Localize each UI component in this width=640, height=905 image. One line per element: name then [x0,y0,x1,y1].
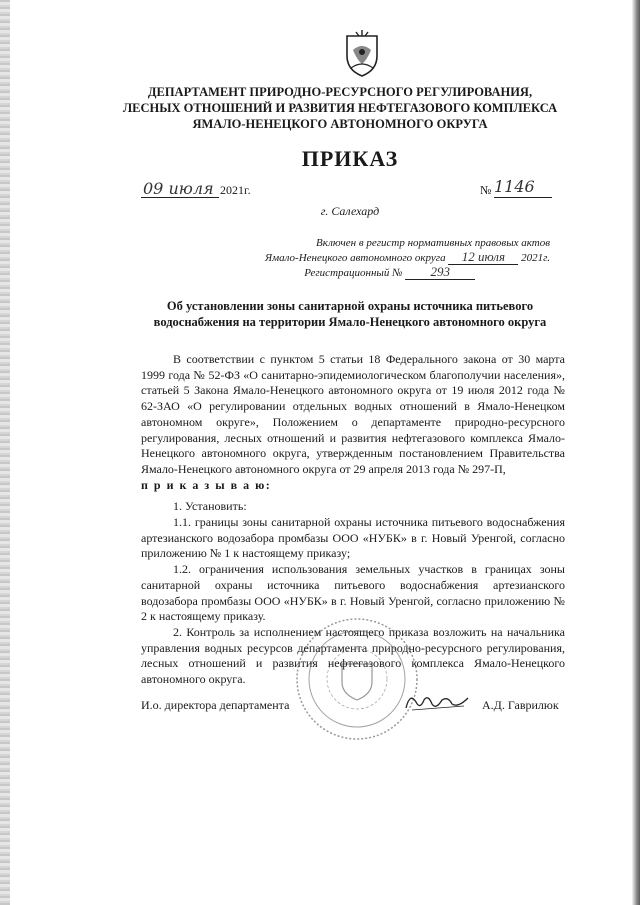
item-2: 2. Контроль за исполнением настоящего приказа возложить на начальника управления водных ресурсов департамента природно-ресурсного регулирования, лесных отношений и развития нефтегазового комплекса Ямало-Ненецкого автономного округа. [141,624,565,687]
subject-line-1: Об установлении зоны санитарной охраны источника питьевого [166,299,534,313]
registration-year: 2021г. [521,252,550,264]
item-1-1: 1.1. границы зоны санитарной охраны источника питьевого водоснабжения артезианского водозабора промбазы ООО «НУБК» в г. Новый Уренгой, согласно приложению № 1 к настоящему приказу; [141,515,565,561]
order-date-handwritten: 09 июля [143,179,214,198]
header-line-1: ДЕПАРТАМЕНТ ПРИРОДНО-РЕСУРСНОГО РЕГУЛИРОВАНИЯ, [147,85,533,99]
registration-line-3 [200,265,550,280]
order-number-label: № [480,183,492,197]
registration-region: Ямало-Ненецкого автономного округа [264,252,446,264]
registration-line-1: Включен в регистр нормативных правовых актов [316,237,550,249]
registration-number-handwritten: 293 [405,265,475,280]
scan-edge-right [632,0,640,905]
number-underline [494,197,552,198]
registration-number-label: Регистрационный № [304,267,403,279]
signatory-position: И.о. директора департамента [141,698,290,712]
registration-block [200,236,550,280]
subject-line-2: водоснабжения на территории Ямало-Ненецкого автономного округа [153,315,547,329]
coat-of-arms-icon [343,30,381,78]
document-title: ПРИКАЗ [301,146,399,171]
official-seal-icon [292,614,422,744]
handwritten-signature-icon [402,688,472,718]
scan-edge-left [0,0,10,905]
item-1: 1. Установить: [173,499,247,514]
signatory-name: А.Д. Гаврилюк [482,698,559,712]
header-line-2: ЛЕСНЫХ ОТНОШЕНИЙ И РАЗВИТИЯ НЕФТЕГАЗОВОГО КОМПЛЕКСА [122,101,558,115]
registration-line-2 [200,250,550,265]
city-label: г. Салехард [320,204,380,218]
order-subject [130,298,570,330]
item-1-2: 1.2. ограничения использования земельных участков в границах зоны санитарной охраны источника питьевого водоснабжения артезианского водозабора промбазы ООО «НУБК» в г. Новый Уренгой, согласно приложению № 2 к настоящему приказу. [141,562,565,624]
preamble-paragraph: В соответствии с пунктом 5 статьи 18 Федерального закона от 30 марта 1999 года № 52-ФЗ «О санитарно-эпидемиологическом благополучии населения», статьей 5 Закона Ямало-Ненецкого автономного округа от 19 июля 2012 года № 62-ЗАО «О регулировании отдельных водных отношений в Ямало-Ненецком автономном округе», Положением о департаменте природно-ресурсного регулирования, лесных отношений и развития нефтегазового комплекса Ямало-Ненецкого автономного округа, утвержденным постановлением Правительства Ямало-Ненецкого автономного округа от 29 апреля 2013 года № 297-П, [141,352,565,476]
order-date-year: 2021г. [220,183,251,197]
department-header [120,84,560,132]
order-number-handwritten: 1146 [494,177,535,196]
decree-word: п р и к а з ы в а ю: [141,477,272,492]
registration-date-handwritten: 12 июля [448,250,518,265]
date-underline [141,197,219,198]
header-line-3: ЯМАЛО-НЕНЕЦКОГО АВТОНОМНОГО ОКРУГА [192,117,488,131]
